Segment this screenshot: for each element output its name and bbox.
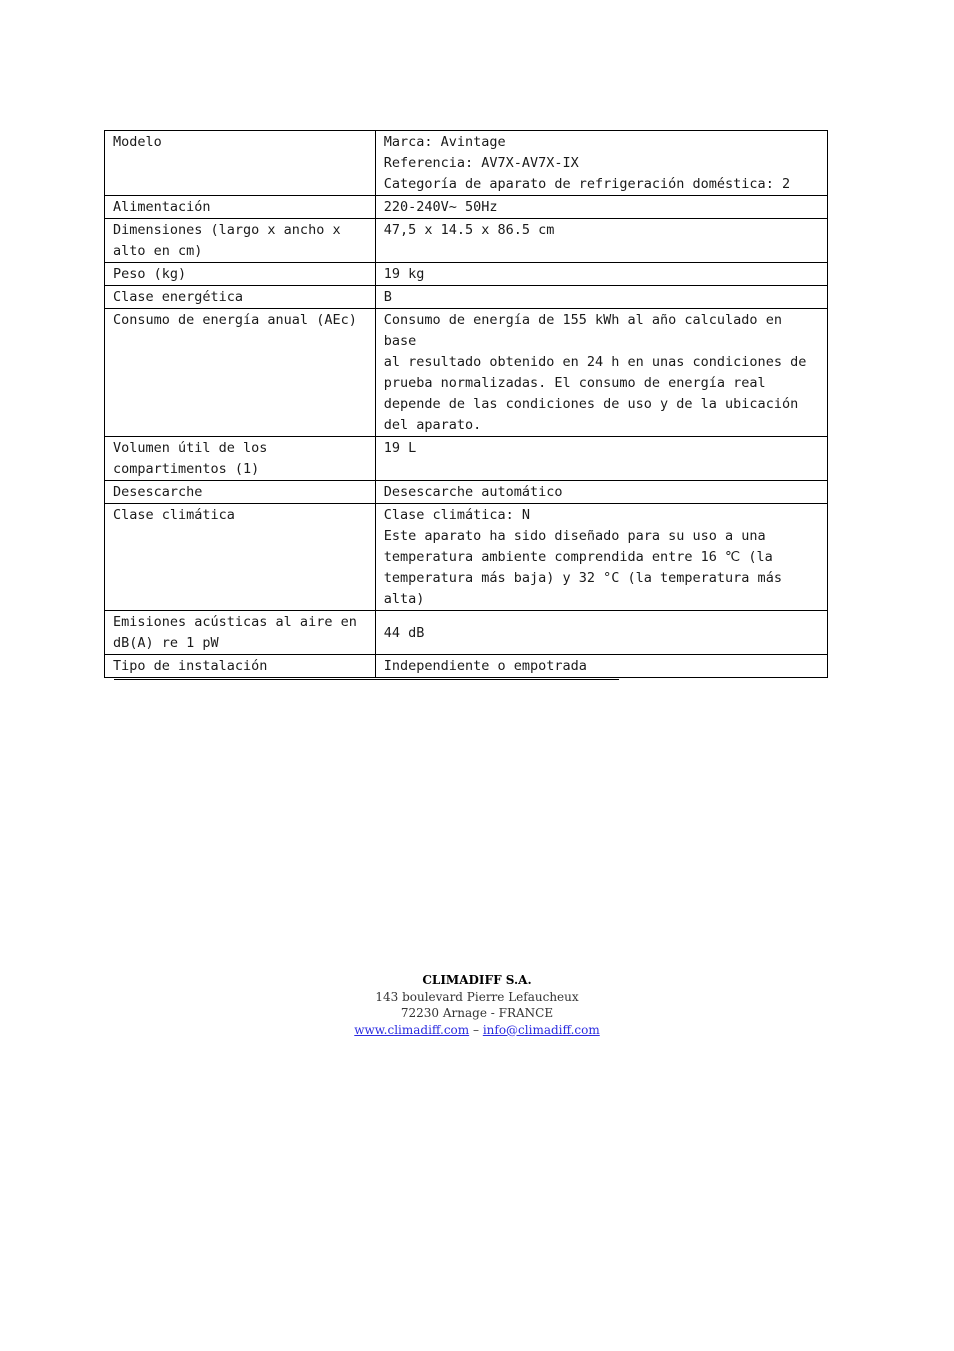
row-label-peso: Peso (kg) — [105, 263, 376, 286]
email-link[interactable]: info@climadiff.com — [482, 1022, 600, 1037]
row-value-emisiones: 44 dB — [375, 611, 827, 655]
address-line: 72230 Arnage - FRANCE — [400, 1006, 554, 1020]
row-value-tipo-instalacion: Independiente o empotrada — [375, 655, 827, 678]
row-label-tipo-instalacion: Tipo de instalación — [105, 655, 376, 678]
value-line: Clase climática: N — [383, 507, 530, 523]
row-value-consumo — [375, 309, 827, 437]
row-value-modelo — [375, 131, 827, 196]
label-line: Dimensiones (largo x ancho x — [113, 222, 341, 238]
value-line: Este aparato ha sido diseñado para su uso a una — [383, 528, 766, 544]
table-row — [105, 131, 828, 196]
label-line: Emisiones acústicas al aire en — [113, 614, 357, 630]
value-line: al resultado obtenido en 24 h en unas condiciones de — [383, 354, 807, 370]
row-label-emisiones — [105, 611, 376, 655]
row-label-desescarche: Desescarche — [105, 481, 376, 504]
value-line: temperatura más baja) y 32 °C (la temperatura más — [383, 570, 782, 586]
table-row — [105, 504, 828, 611]
row-label-dimensiones — [105, 219, 376, 263]
address-line: 143 boulevard Pierre Lefaucheux — [375, 989, 579, 1004]
row-value-clase-energetica: B — [375, 286, 827, 309]
contact-line — [0, 1022, 954, 1039]
value-line: alta) — [383, 591, 425, 607]
table-row — [105, 655, 828, 678]
value-line: temperatura ambiente comprendida entre 16 ℃ (la — [383, 549, 773, 565]
table-row — [105, 611, 828, 655]
table-row — [105, 219, 828, 263]
value-line: Marca: Avintage — [383, 134, 506, 150]
value-line: del aparato. — [383, 417, 482, 433]
value-line: Referencia: AV7X-AV7X-IX — [383, 155, 579, 171]
footnote-separator — [114, 679, 619, 680]
specification-table — [104, 130, 828, 678]
label-line: alto en cm) — [113, 243, 203, 259]
contact-separator: – — [472, 1022, 479, 1037]
value-line: prueba normalizadas. El consumo de energía real — [383, 375, 766, 391]
row-label-alimentacion: Alimentación — [105, 196, 376, 219]
label-line: dB(A) re 1 pW — [113, 635, 219, 651]
value-line: Consumo de energía de 155 kWh al año calculado en base — [383, 312, 782, 349]
row-label-consumo: Consumo de energía anual (AEc) — [105, 309, 376, 437]
company-footer — [0, 972, 954, 1038]
table-row — [105, 437, 828, 481]
value-line: Categoría de aparato de refrigeración doméstica: 2 — [383, 176, 791, 192]
row-value-volumen: 19 L — [375, 437, 827, 481]
table-row — [105, 196, 828, 219]
row-label-modelo: Modelo — [105, 131, 376, 196]
row-label-clase-energetica: Clase energética — [105, 286, 376, 309]
company-name: CLIMADIFF S.A. — [422, 973, 532, 987]
row-value-clase-climatica — [375, 504, 827, 611]
table-row — [105, 309, 828, 437]
row-value-peso: 19 kg — [375, 263, 827, 286]
value-line: depende de las condiciones de uso y de la ubicación — [383, 396, 799, 412]
table-row — [105, 263, 828, 286]
table-row — [105, 286, 828, 309]
row-value-alimentacion: 220-240V~ 50Hz — [375, 196, 827, 219]
row-label-clase-climatica: Clase climática — [105, 504, 376, 611]
label-line: compartimentos (1) — [113, 461, 260, 477]
row-value-dimensiones: 47,5 x 14.5 x 86.5 cm — [375, 219, 827, 263]
label-line: Volumen útil de los — [113, 440, 268, 456]
table-row — [105, 481, 828, 504]
row-value-desescarche: Desescarche automático — [375, 481, 827, 504]
row-label-volumen — [105, 437, 376, 481]
website-link[interactable]: www.climadiff.com — [354, 1022, 470, 1037]
